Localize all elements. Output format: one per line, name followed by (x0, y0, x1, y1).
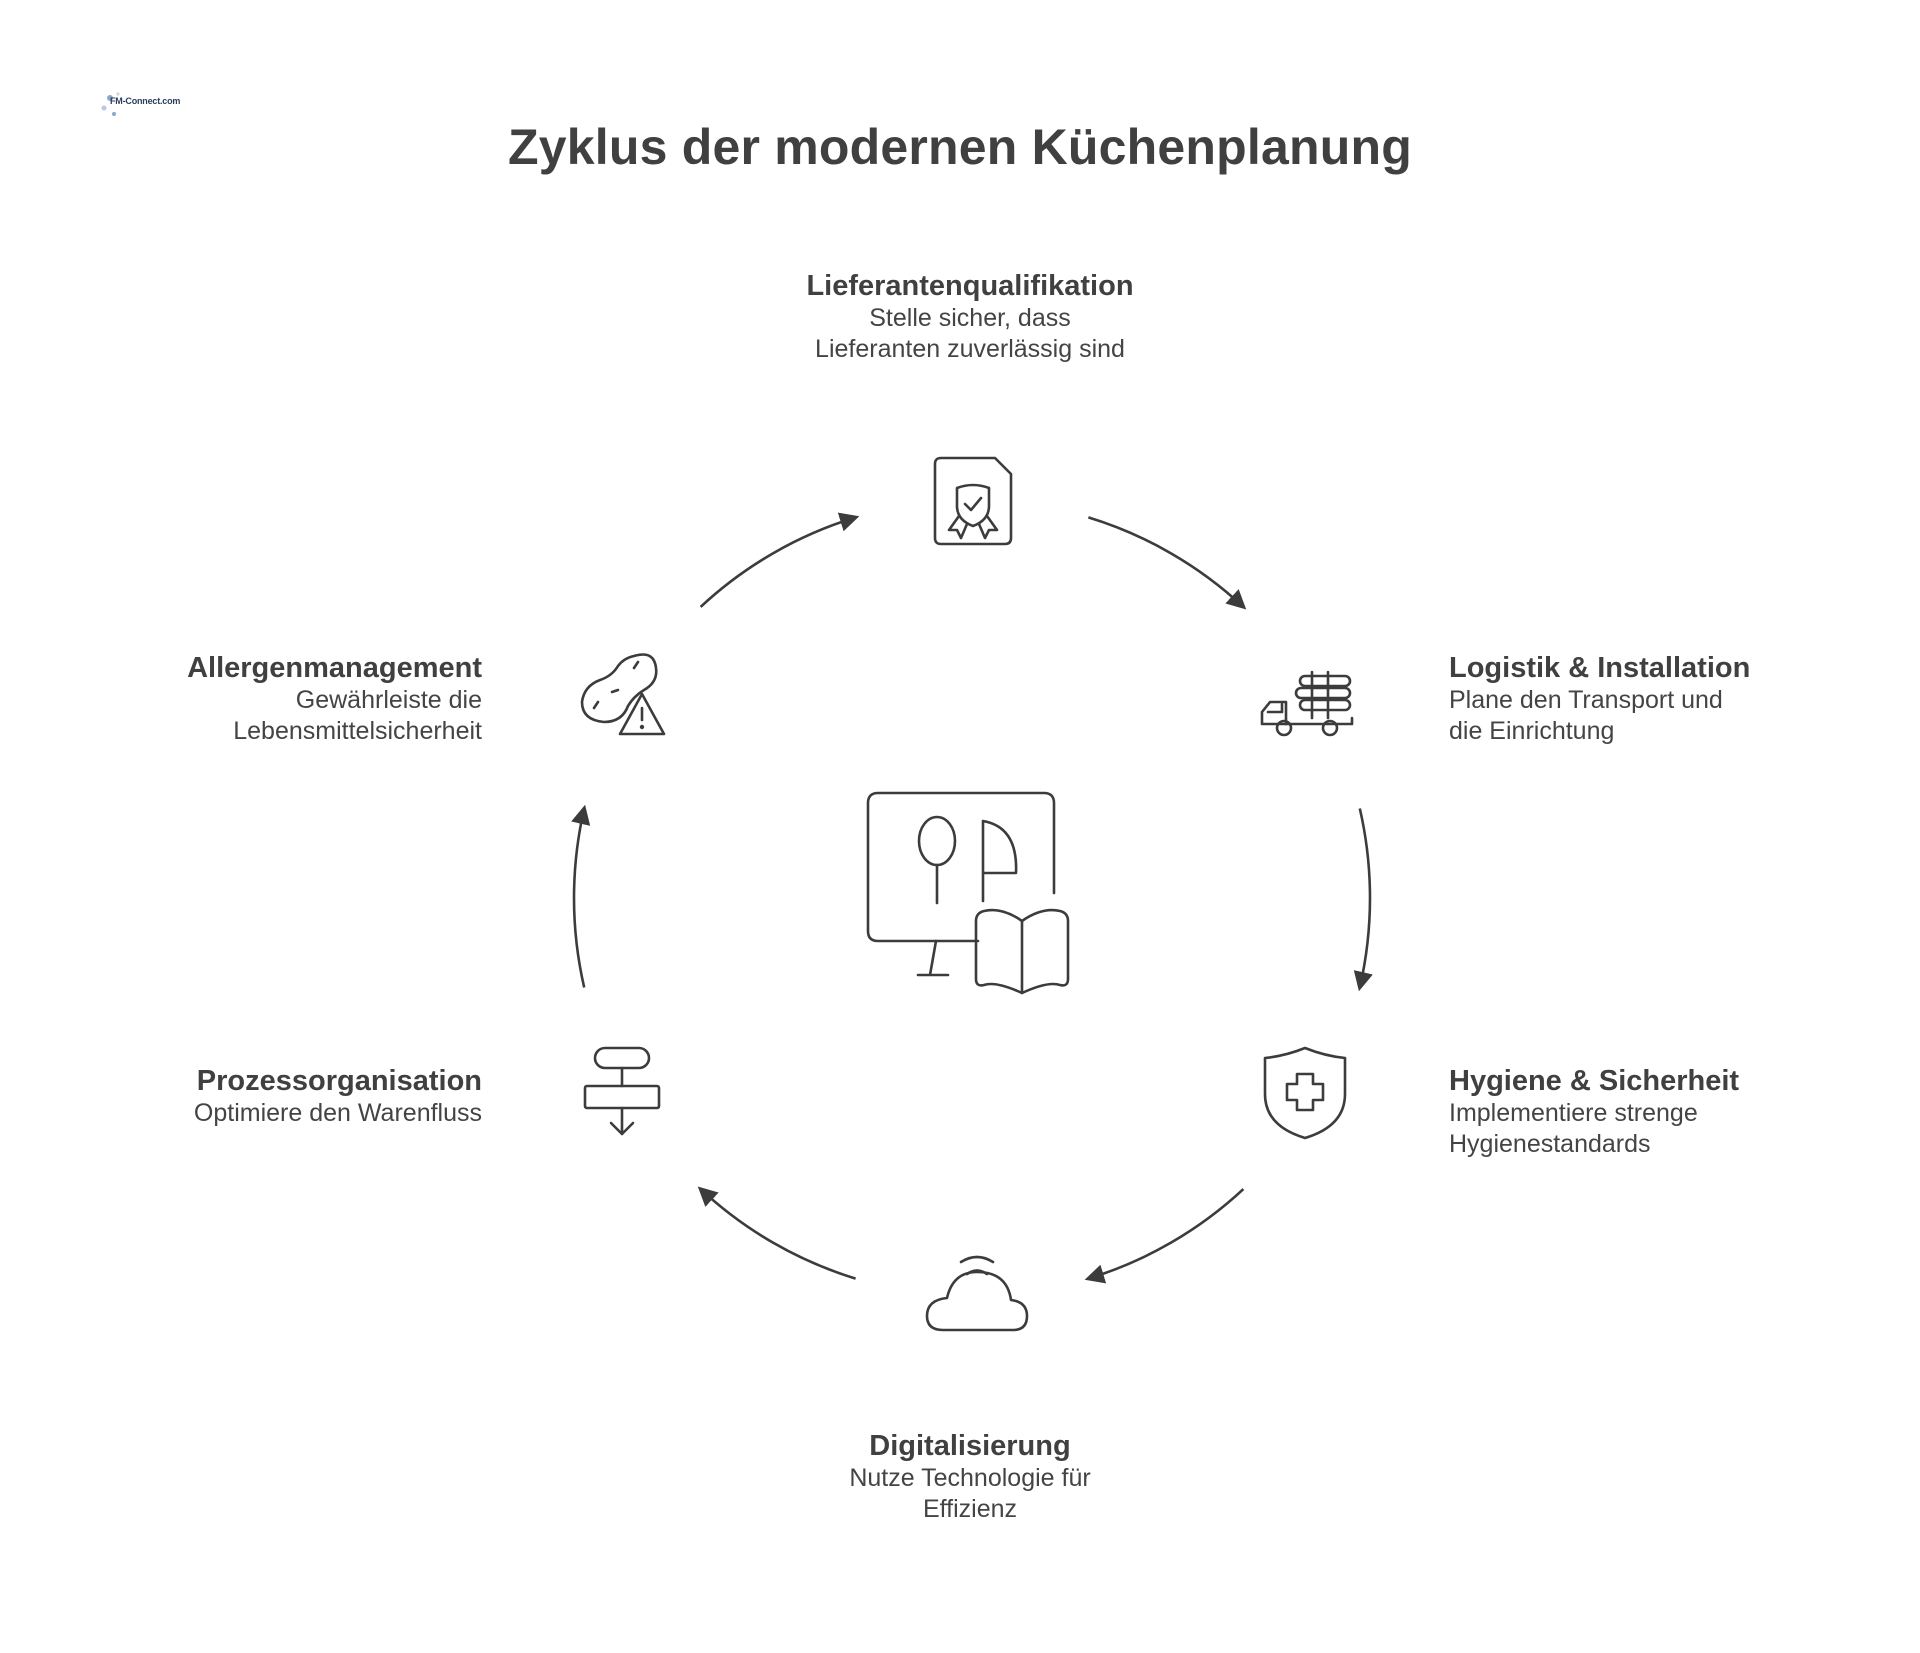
cycle-arrow-logistik (1360, 809, 1370, 988)
certificate-icon (935, 458, 1011, 544)
node-title: Hygiene & Sicherheit (1449, 1065, 1740, 1097)
cycle-arrow-prozess (574, 809, 584, 988)
page-title: Zyklus der modernen Küchenplanung (508, 119, 1412, 175)
node-description: Optimiere den Warenfluss (193, 1099, 482, 1127)
node-title: Digitalisierung (869, 1430, 1071, 1462)
cycle-arrow-lieferanten (1088, 517, 1243, 607)
node-title: Prozessorganisation (196, 1065, 482, 1097)
cycle-arrow-allergen (701, 517, 856, 607)
label-logistik (1449, 652, 1869, 747)
cycle-arrow-hygiene (1088, 1189, 1243, 1279)
label-prozess (60, 1065, 482, 1129)
cloud-signal-icon (927, 1257, 1027, 1330)
peanut-warning-icon (582, 655, 664, 735)
truck-icon (1262, 672, 1352, 735)
node-title: Lieferantenqualifikation (806, 270, 1134, 302)
node-description: Implementiere strenge Hygienestandards (1449, 1099, 1698, 1158)
flowchart-icon (585, 1048, 659, 1134)
node-description: Stelle sicher, dass Lieferanten zuverlässig sind (815, 304, 1125, 363)
label-hygiene (1449, 1065, 1869, 1160)
label-allergen (60, 652, 482, 747)
medical-shield-icon (1265, 1048, 1345, 1138)
node-description: Gewährleiste die Lebensmittelsicherheit (233, 686, 482, 745)
cycle-arrows (574, 517, 1370, 1278)
label-digital (760, 1430, 1180, 1525)
node-title: Logistik & Installation (1449, 652, 1751, 684)
node-description: Plane den Transport und die Einrichtung (1449, 686, 1723, 745)
logo (98, 90, 181, 120)
logo-text: FM-Connect.com (110, 96, 181, 106)
label-lieferanten (760, 270, 1180, 365)
node-title: Allergenmanagement (187, 652, 482, 684)
node-description: Nutze Technologie für Effizienz (849, 1464, 1091, 1523)
cycle-arrow-digital (701, 1189, 856, 1279)
kitchen-planning-monitor-book-icon (868, 793, 1068, 993)
